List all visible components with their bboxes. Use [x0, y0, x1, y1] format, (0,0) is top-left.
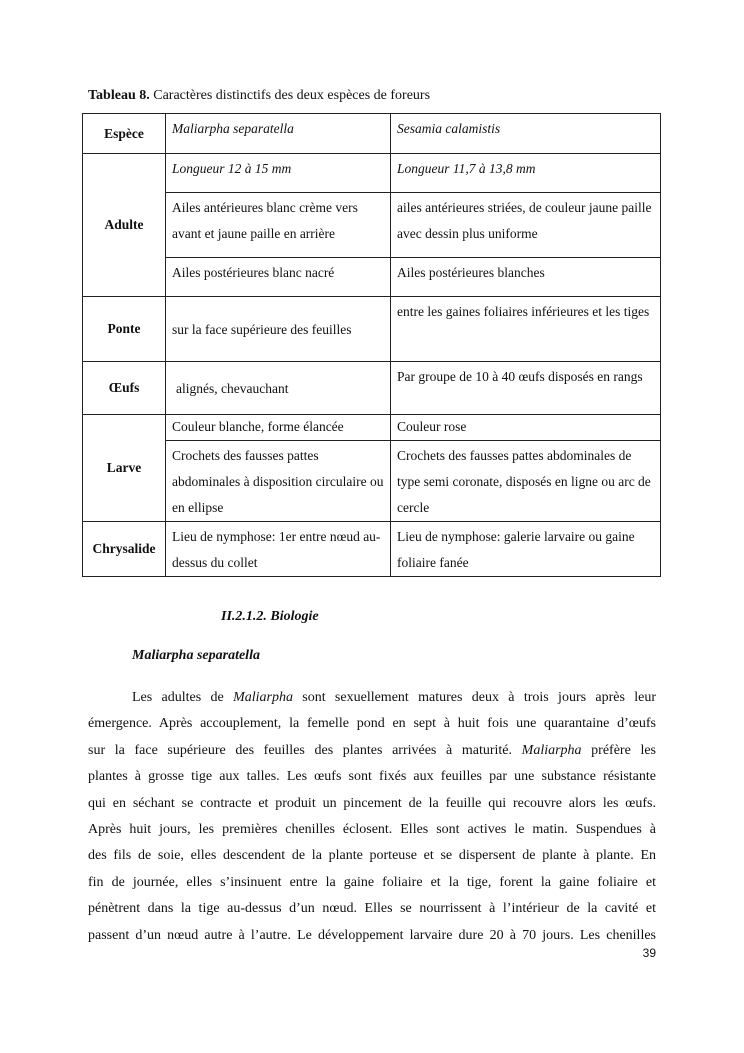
table-row: [83, 193, 661, 258]
table-cell: Longueur 12 à 15 mm: [166, 154, 391, 193]
table-row: [83, 522, 661, 577]
text-run: sur la face supérieure des feuilles des plantes arrivées à maturité.: [88, 742, 522, 758]
table-row: [83, 114, 661, 154]
table-cell: ailes antérieures striées, de couleur jaune paille avec dessin plus uniforme: [391, 193, 661, 258]
table-row: [83, 415, 661, 441]
paragraph-line: émergence. Après accouplement, la femelle pond en sept à huit fois une quarantaine d’œufs: [88, 716, 656, 732]
paragraph-line: qui en séchant se contracte et produit un pincement de la feuille qui recouvre alors les œufs.: [88, 795, 656, 811]
paragraph-line: plantes à grosse tige aux talles. Les œufs sont fixés aux feuilles par une substance résistante: [88, 769, 656, 785]
table-cell: Crochets des fausses pattes abdominales de type semi coronate, disposés en ligne ou arc de cercle: [391, 441, 661, 522]
row-label-chrysalide: Chrysalide: [83, 522, 166, 577]
table-cell: Crochets des fausses pattes abdominales à disposition circulaire ou en ellipse: [166, 441, 391, 522]
species-comparison-table: [82, 113, 661, 577]
table-row: [83, 154, 661, 193]
table-cell: Ailes antérieures blanc crème vers avant et jaune paille en arrière: [166, 193, 391, 258]
row-label-oeufs: Œufs: [83, 362, 166, 415]
paragraph-line: fin de journée, elles s’insinuent entre la gaine foliaire et la tige, forent la gaine foliaire et: [88, 874, 656, 890]
table-row: [83, 297, 661, 362]
table-caption: [88, 88, 430, 104]
table-cell: Lieu de nymphose: 1er entre nœud au-dessus du collet: [166, 522, 391, 577]
page-number: 39: [642, 946, 656, 960]
body-paragraph: [88, 685, 656, 949]
paragraph-line: passent d’un nœud autre à l’autre. Le développement larvaire dure 20 à 70 jours. Les chenilles: [88, 927, 656, 943]
table-cell: sur la face supérieure des feuilles: [166, 297, 391, 362]
species-heading: Maliarpha separatella: [132, 648, 260, 663]
row-label-adulte: Adulte: [83, 154, 166, 297]
table-cell: Couleur rose: [391, 415, 661, 441]
row-label-ponte: Ponte: [83, 297, 166, 362]
text-run-italic: Maliarpha: [521, 742, 582, 758]
row-label-espece: Espèce: [83, 114, 166, 154]
header-species-1: Maliarpha separatella: [166, 114, 391, 154]
section-heading: II.2.1.2. Biologie: [221, 609, 319, 624]
paragraph-line: [88, 685, 656, 711]
text-run: sont sexuellement matures deux à trois jours après leur: [292, 690, 656, 705]
paragraph-line: pénètrent dans la tige au-dessus d’un nœud. Elles se nourrissent à l’intérieur de la cavité et: [88, 901, 656, 917]
table-cell: Par groupe de 10 à 40 œufs disposés en rangs: [391, 362, 661, 415]
paragraph-line: des fils de soie, elles descendent de la plante porteuse et se dispersent de plante à plante. En: [88, 848, 656, 864]
paragraph-line: Après huit jours, les premières chenilles éclosent. Elles sont actives le matin. Suspendues à: [88, 821, 656, 837]
table-cell: Ailes postérieures blanches: [391, 258, 661, 297]
table-cell: alignés, chevauchant: [166, 362, 391, 415]
table-cell: Couleur blanche, forme élancée: [166, 415, 391, 441]
table-cell: Lieu de nymphose: galerie larvaire ou gaine foliaire fanée: [391, 522, 661, 577]
table-row: [83, 441, 661, 522]
text-run: préfère les: [581, 742, 656, 758]
text-run: Les adultes de: [132, 690, 234, 705]
table-caption-text: Caractères distinctifs des deux espèces de foreurs: [149, 88, 431, 103]
table-cell: Longueur 11,7 à 13,8 mm: [391, 154, 661, 193]
table-row: [83, 362, 661, 415]
table-row: [83, 258, 661, 297]
text-run-italic: Maliarpha: [233, 690, 293, 705]
table-cell: Ailes postérieures blanc nacré: [166, 258, 391, 297]
paragraph-line: [88, 738, 656, 764]
table-cell: entre les gaines foliaires inférieures et les tiges: [391, 297, 661, 362]
header-species-2: Sesamia calamistis: [391, 114, 661, 154]
table-caption-label: Tableau 8.: [88, 88, 150, 103]
row-label-larve: Larve: [83, 415, 166, 522]
